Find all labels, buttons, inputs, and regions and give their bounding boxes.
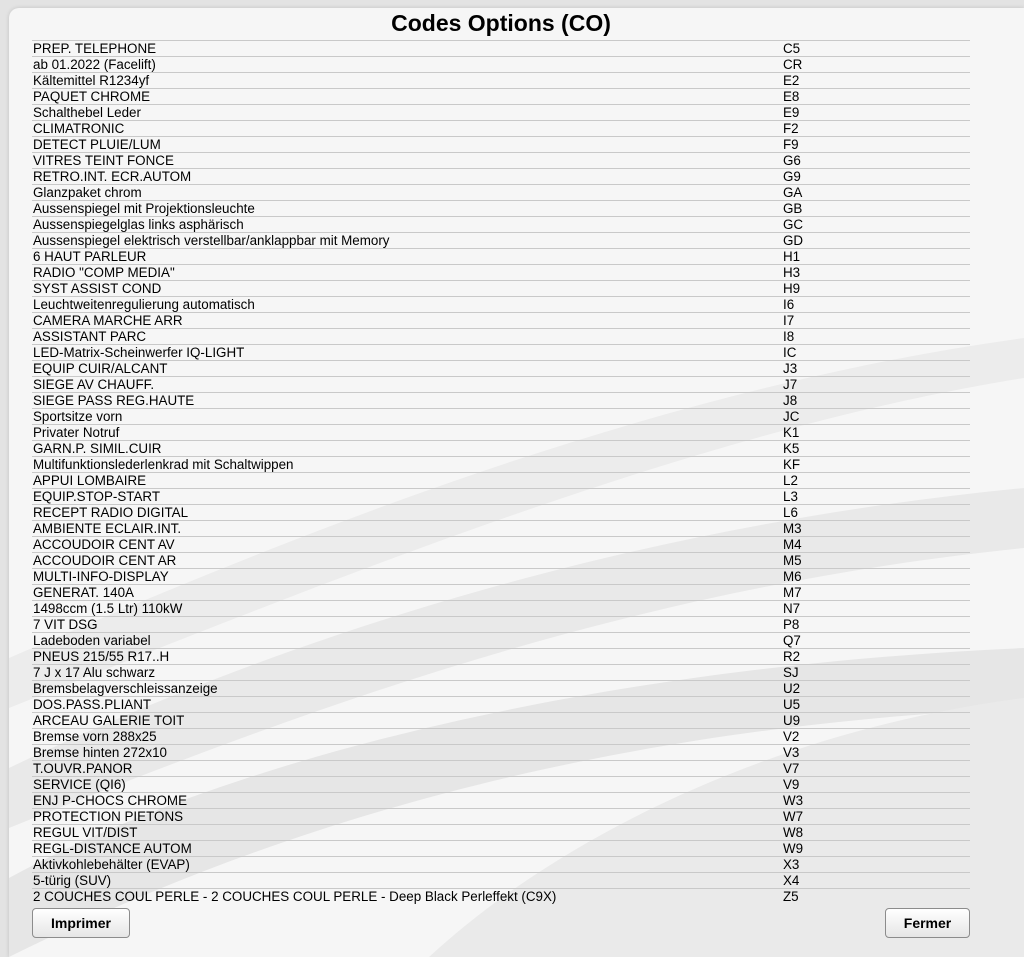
option-code: GB xyxy=(783,201,803,216)
option-label: SYST ASSIST COND xyxy=(33,281,162,296)
option-label: SIEGE PASS REG.HAUTE xyxy=(33,393,195,408)
option-code: GC xyxy=(783,217,804,232)
option-label: MULTI-INFO-DISPLAY xyxy=(33,569,169,584)
option-row xyxy=(32,600,970,616)
option-code: M3 xyxy=(783,521,802,536)
option-code: N7 xyxy=(783,601,801,616)
option-code: CR xyxy=(783,57,803,72)
option-label: 7 J x 17 Alu schwarz xyxy=(33,665,156,680)
option-label: EQUIP CUIR/ALCANT xyxy=(33,361,168,376)
option-label: ACCOUDOIR CENT AV xyxy=(33,537,175,552)
option-code: W3 xyxy=(783,793,804,808)
option-row xyxy=(32,200,970,216)
option-row xyxy=(32,792,970,808)
option-code: L3 xyxy=(783,489,798,504)
option-label: Aussenspiegelglas links asphärisch xyxy=(33,217,244,232)
option-label: Ladeboden variabel xyxy=(33,633,151,648)
option-label: RECEPT RADIO DIGITAL xyxy=(33,505,189,520)
option-label: CAMERA MARCHE ARR xyxy=(33,313,183,328)
option-code: GA xyxy=(783,185,803,200)
option-label: APPUI LOMBAIRE xyxy=(33,473,147,488)
option-row xyxy=(32,504,970,520)
option-label: Privater Notruf xyxy=(33,425,120,440)
option-code: J7 xyxy=(783,377,798,392)
option-label: 1498ccm (1.5 Ltr) 110kW xyxy=(33,601,183,616)
option-code: I6 xyxy=(783,297,795,312)
option-row xyxy=(32,616,970,632)
options-table xyxy=(32,40,970,904)
dialog-title: Codes Options (CO) xyxy=(391,10,611,36)
option-row xyxy=(32,632,970,648)
option-code: IC xyxy=(783,345,797,360)
option-label: Leuchtweitenregulierung automatisch xyxy=(33,297,255,312)
option-code: W9 xyxy=(783,841,804,856)
option-label: Bremse hinten 272x10 xyxy=(33,745,167,760)
option-row xyxy=(32,696,970,712)
option-label: 2 COUCHES COUL PERLE - 2 COUCHES COUL PERLE - Deep Black Perleffekt (C9X) xyxy=(33,889,557,904)
option-label: PREP. TELEPHONE xyxy=(33,41,157,56)
option-code: H3 xyxy=(783,265,801,280)
option-code: J3 xyxy=(783,361,798,376)
option-code: KF xyxy=(783,457,801,472)
option-label: Kältemittel R1234yf xyxy=(33,73,150,88)
option-row xyxy=(32,776,970,792)
option-label: DOS.PASS.PLIANT xyxy=(33,697,152,712)
option-code: R2 xyxy=(783,649,801,664)
option-code: I8 xyxy=(783,329,795,344)
option-label: Glanzpaket chrom xyxy=(33,185,142,200)
option-label: ASSISTANT PARC xyxy=(33,329,147,344)
option-row xyxy=(32,680,970,696)
option-label: ENJ P-CHOCS CHROME xyxy=(33,793,187,808)
option-code: V9 xyxy=(783,777,800,792)
option-code: U9 xyxy=(783,713,801,728)
option-row xyxy=(32,248,970,264)
option-label: T.OUVR.PANOR xyxy=(33,761,133,776)
option-row xyxy=(32,88,970,104)
close-button[interactable]: Fermer xyxy=(885,908,970,938)
option-label: RADIO "COMP MEDIA" xyxy=(33,265,175,280)
option-row xyxy=(32,392,970,408)
option-label: AMBIENTE ECLAIR.INT. xyxy=(33,521,182,536)
option-label: 6 HAUT PARLEUR xyxy=(33,249,147,264)
option-row xyxy=(32,872,970,888)
option-label: PROTECTION PIETONS xyxy=(33,809,184,824)
option-code: P8 xyxy=(783,617,800,632)
option-label: REGUL VIT/DIST xyxy=(33,825,138,840)
option-code: U5 xyxy=(783,697,801,712)
option-label: GENERAT. 140A xyxy=(33,585,134,600)
option-row xyxy=(32,888,970,904)
option-row xyxy=(32,520,970,536)
option-code: K5 xyxy=(783,441,800,456)
option-label: SIEGE AV CHAUFF. xyxy=(33,377,155,392)
option-row xyxy=(32,280,970,296)
option-code: M7 xyxy=(783,585,802,600)
option-code: K1 xyxy=(783,425,800,440)
option-label: PAQUET CHROME xyxy=(33,89,151,104)
option-code: L2 xyxy=(783,473,798,488)
option-row xyxy=(32,568,970,584)
option-label: Aktivkohlebehälter (EVAP) xyxy=(33,857,190,872)
option-row xyxy=(32,328,970,344)
option-label: 5-türig (SUV) xyxy=(33,873,112,888)
option-row xyxy=(32,584,970,600)
option-row xyxy=(32,728,970,744)
option-code: M6 xyxy=(783,569,802,584)
option-label: ACCOUDOIR CENT AR xyxy=(33,553,177,568)
option-label: LED-Matrix-Scheinwerfer IQ-LIGHT xyxy=(33,345,245,360)
option-row xyxy=(32,840,970,856)
option-row xyxy=(32,104,970,120)
option-row xyxy=(32,56,970,72)
option-code: H9 xyxy=(783,281,801,296)
codes-options-dialog xyxy=(9,8,1024,957)
option-row xyxy=(32,168,970,184)
option-row xyxy=(32,344,970,360)
option-row xyxy=(32,232,970,248)
option-row xyxy=(32,664,970,680)
option-code: Q7 xyxy=(783,633,801,648)
option-row xyxy=(32,264,970,280)
option-code: V7 xyxy=(783,761,800,776)
option-code: L6 xyxy=(783,505,798,520)
option-code: U2 xyxy=(783,681,801,696)
option-label: ARCEAU GALERIE TOIT xyxy=(33,713,185,728)
option-row xyxy=(32,824,970,840)
option-code: E8 xyxy=(783,89,800,104)
option-code: V3 xyxy=(783,745,800,760)
option-label: Sportsitze vorn xyxy=(33,409,123,424)
option-row xyxy=(32,808,970,824)
option-label: DETECT PLUIE/LUM xyxy=(33,137,161,152)
option-label: SERVICE (QI6) xyxy=(33,777,126,792)
option-code: G6 xyxy=(783,153,801,168)
option-row xyxy=(32,40,970,56)
option-code: Z5 xyxy=(783,889,799,904)
option-code: F2 xyxy=(783,121,799,136)
option-row xyxy=(32,744,970,760)
option-row xyxy=(32,376,970,392)
option-label: EQUIP.STOP-START xyxy=(33,489,160,504)
option-label: REGL-DISTANCE AUTOM xyxy=(33,841,192,856)
option-label: VITRES TEINT FONCE xyxy=(33,153,174,168)
option-row xyxy=(32,760,970,776)
option-code: G9 xyxy=(783,169,801,184)
option-code: GD xyxy=(783,233,804,248)
option-code: H1 xyxy=(783,249,801,264)
option-row xyxy=(32,488,970,504)
option-label: PNEUS 215/55 R17..H xyxy=(33,649,170,664)
option-row xyxy=(32,712,970,728)
option-code: J8 xyxy=(783,393,798,408)
option-code: C5 xyxy=(783,41,801,56)
option-row xyxy=(32,360,970,376)
option-code: F9 xyxy=(783,137,799,152)
option-code: X3 xyxy=(783,857,800,872)
option-label: ab 01.2022 (Facelift) xyxy=(33,57,156,72)
option-code: M5 xyxy=(783,553,802,568)
option-label: Aussenspiegel mit Projektionsleuchte xyxy=(33,201,255,216)
option-row xyxy=(32,296,970,312)
option-row xyxy=(32,536,970,552)
option-row xyxy=(32,312,970,328)
option-row xyxy=(32,216,970,232)
option-label: RETRO.INT. ECR.AUTOM xyxy=(33,169,192,184)
option-code: M4 xyxy=(783,537,802,552)
option-label: Aussenspiegel elektrisch verstellbar/anklappbar mit Memory xyxy=(33,233,390,248)
option-label: Multifunktionslederlenkrad mit Schaltwippen xyxy=(33,457,294,472)
option-code: W8 xyxy=(783,825,804,840)
option-row xyxy=(32,120,970,136)
option-code: V2 xyxy=(783,729,800,744)
option-row xyxy=(32,152,970,168)
option-label: Bremsbelagverschleissanzeige xyxy=(33,681,218,696)
option-row xyxy=(32,856,970,872)
option-row xyxy=(32,72,970,88)
option-code: I7 xyxy=(783,313,795,328)
option-label: Schalthebel Leder xyxy=(33,105,141,120)
option-row xyxy=(32,648,970,664)
option-label: GARN.P. SIMIL.CUIR xyxy=(33,441,162,456)
option-code: E2 xyxy=(783,73,800,88)
option-code: E9 xyxy=(783,105,800,120)
print-button[interactable]: Imprimer xyxy=(32,908,130,938)
option-code: SJ xyxy=(783,665,799,680)
option-label: 7 VIT DSG xyxy=(33,617,98,632)
option-row xyxy=(32,136,970,152)
option-code: X4 xyxy=(783,873,800,888)
option-code: JC xyxy=(783,409,800,424)
option-row xyxy=(32,424,970,440)
option-row xyxy=(32,184,970,200)
option-row xyxy=(32,408,970,424)
option-row xyxy=(32,552,970,568)
option-row xyxy=(32,456,970,472)
option-row xyxy=(32,440,970,456)
option-label: CLIMATRONIC xyxy=(33,121,125,136)
option-label: Bremse vorn 288x25 xyxy=(33,729,157,744)
option-code: W7 xyxy=(783,809,804,824)
option-row xyxy=(32,472,970,488)
